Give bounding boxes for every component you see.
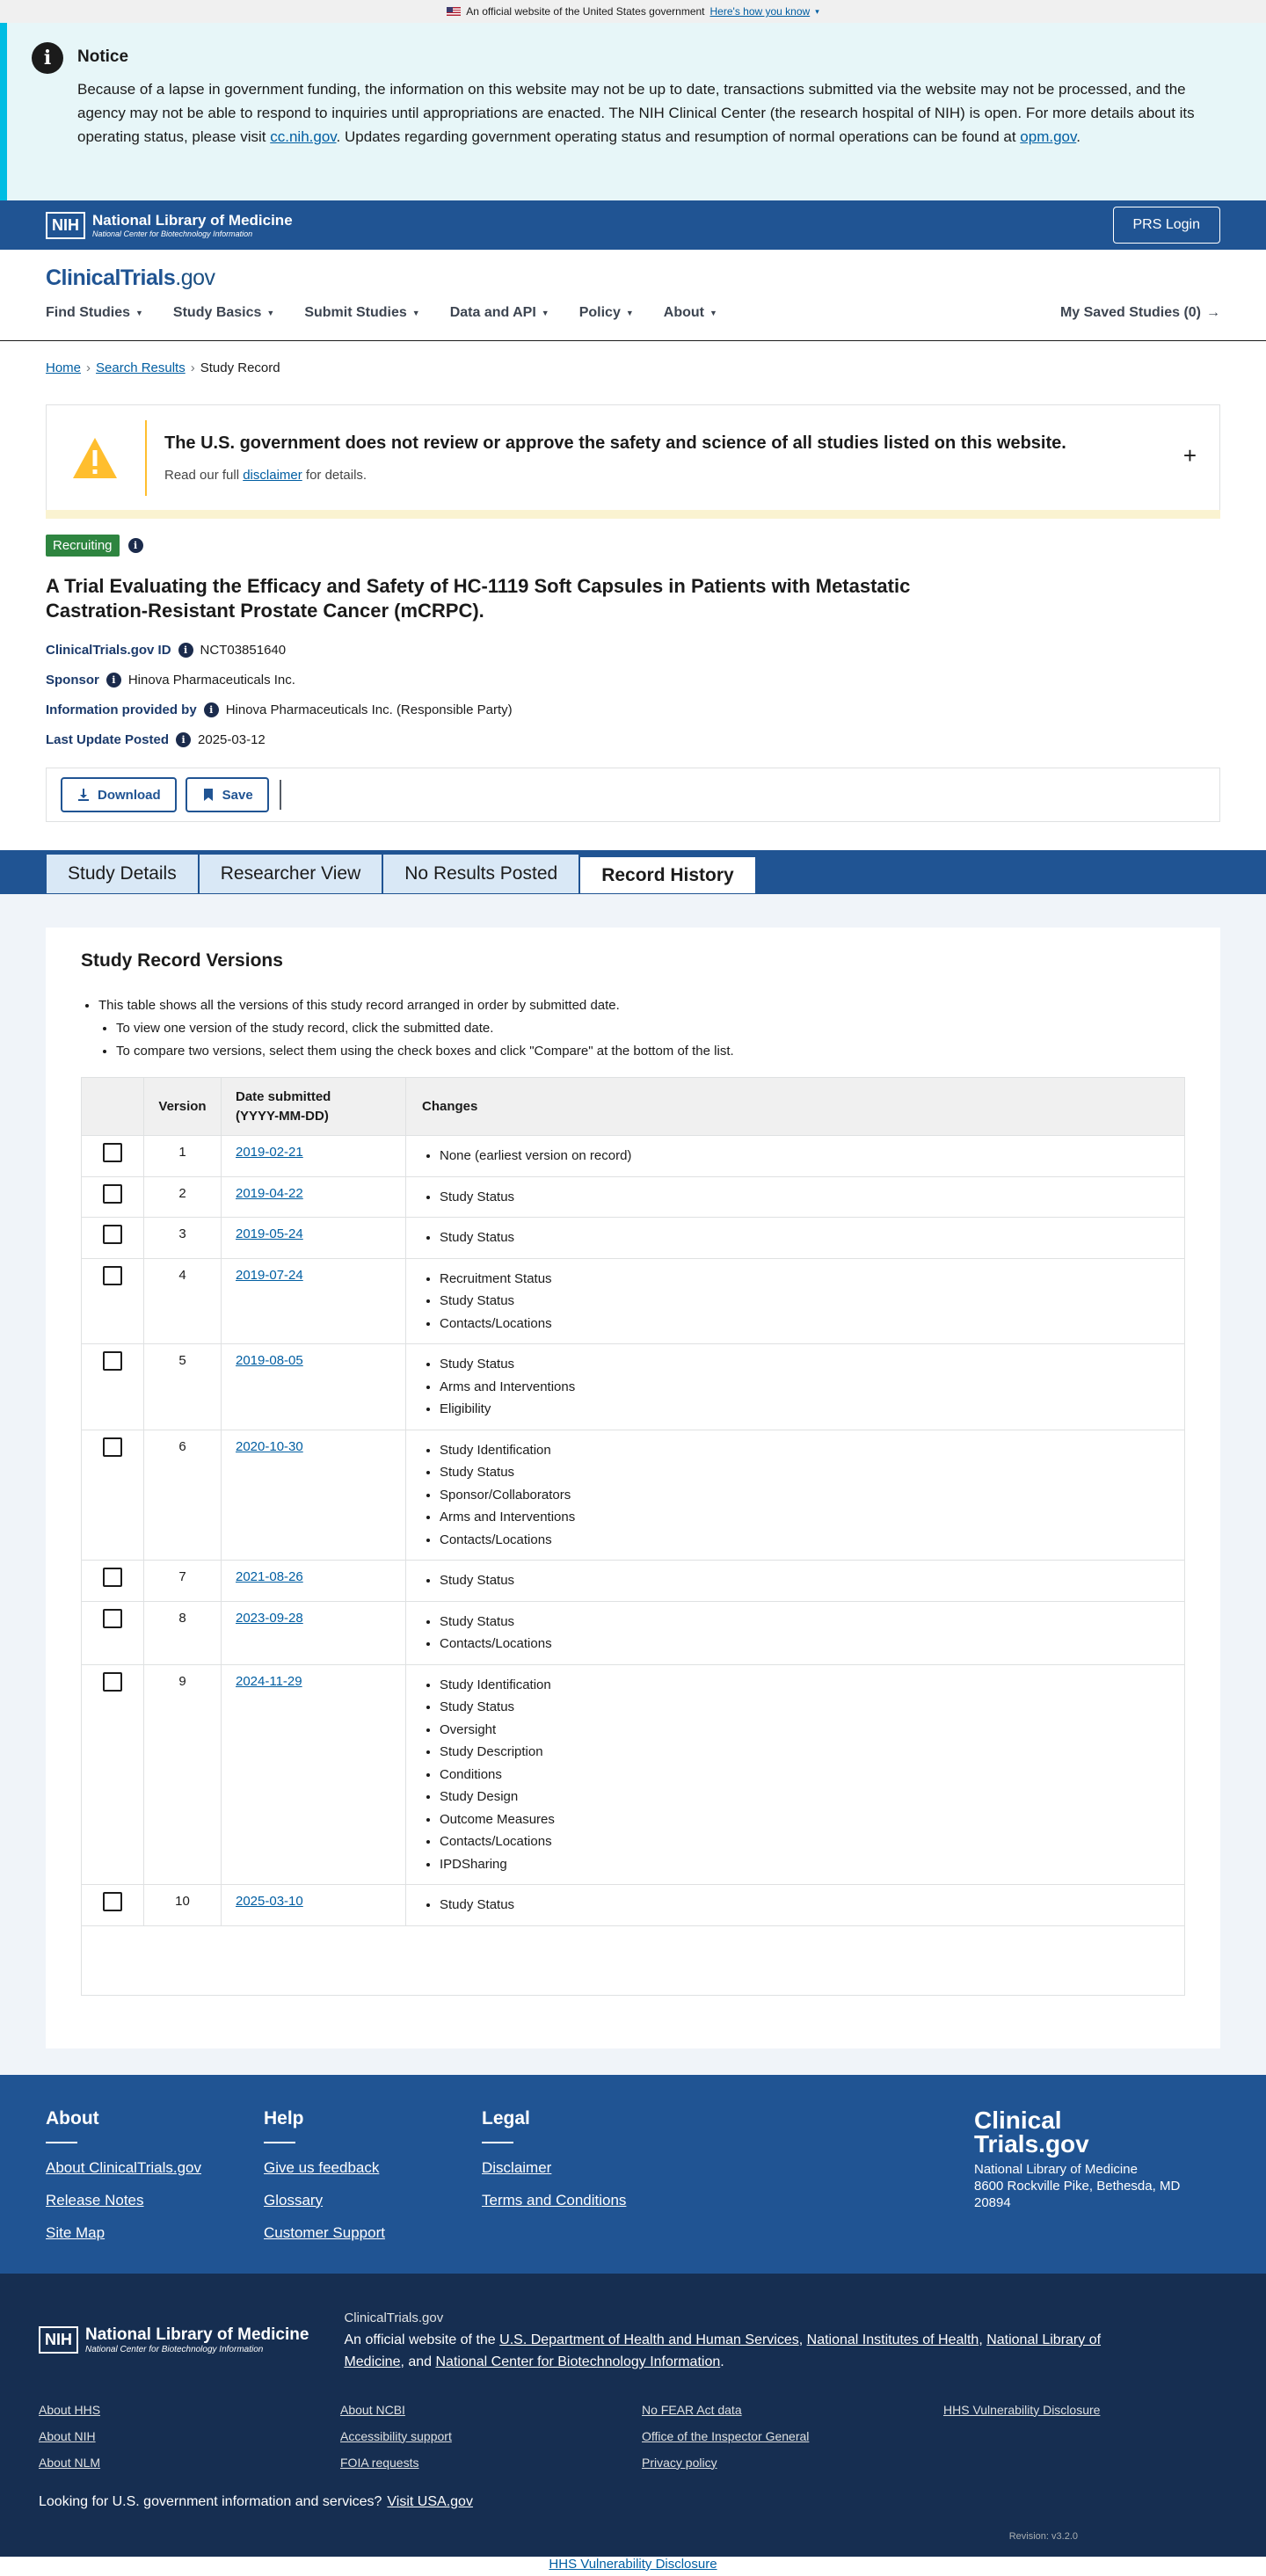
tab-researcher-view[interactable]: Researcher View bbox=[199, 854, 383, 894]
breadcrumb-home[interactable]: Home bbox=[46, 360, 82, 375]
footer-link-site-map[interactable]: Site Map bbox=[46, 2223, 106, 2241]
nlm-logo[interactable] bbox=[46, 212, 293, 239]
table-row bbox=[82, 1136, 1184, 1177]
version-number: 4 bbox=[143, 1259, 221, 1344]
opm-link[interactable]: opm.gov bbox=[1020, 128, 1077, 145]
change-item: • Study Status bbox=[440, 1186, 1184, 1209]
nav-policy[interactable]: Policy ▼ bbox=[578, 305, 634, 320]
changes-list bbox=[422, 1226, 1184, 1249]
tab-study-details[interactable]: Study Details bbox=[46, 854, 199, 894]
version-checkbox[interactable] bbox=[103, 1351, 122, 1371]
version-checkbox[interactable] bbox=[103, 1672, 122, 1692]
provided-by-value: Hinova Pharmaceuticals Inc. (Responsible Party) bbox=[225, 702, 513, 717]
table-row bbox=[82, 1602, 1184, 1665]
save-button[interactable]: Save bbox=[186, 777, 269, 812]
how-you-know-link[interactable]: Here's how you know bbox=[709, 5, 811, 18]
version-checkbox[interactable] bbox=[103, 1892, 122, 1911]
notice-body: Because of a lapse in government funding, the information on this website may not be up to date, transactions submitted via the website may not be processed, and the agency may not be able to respond to inquiries until appropriations are enacted. The NIH Clinical Center (the research hospital of NIH) is open. For more details about its operating status, please visit cc.nih.gov. Updates regarding government operating status and resumption of normal operations can be found at opm.gov. bbox=[77, 81, 1195, 145]
hhs-link[interactable]: U.S. Department of Health and Human Services bbox=[499, 2332, 799, 2347]
disclaimer-link[interactable]: disclaimer bbox=[243, 467, 302, 483]
disclaimer-title: The U.S. government does not review or approve the safety and science of all studies listed on this website. bbox=[164, 433, 1066, 453]
change-item: • Contacts/Locations bbox=[440, 1529, 1184, 1552]
study-header bbox=[0, 519, 1266, 746]
version-checkbox[interactable] bbox=[103, 1437, 122, 1457]
download-button[interactable]: Download bbox=[61, 777, 177, 812]
nct-id-label: ClinicalTrials.gov ID bbox=[46, 642, 171, 658]
versions-instructions: • This table shows all the versions of this study record arranged in order by submitted date. • To view one version of the study record, click the submitted date. • To compare two versions, select them using the check boxes and click "Compare" at the bottom of the list. bbox=[81, 994, 1185, 1063]
changes-list bbox=[422, 1569, 1184, 1592]
info-icon[interactable]: i bbox=[178, 643, 193, 658]
versions-table bbox=[81, 1077, 1185, 1996]
link-about-nih[interactable]: About NIH bbox=[39, 2428, 96, 2443]
link-no-fear[interactable]: No FEAR Act data bbox=[642, 2402, 742, 2417]
change-item: • Study Status bbox=[440, 1353, 1184, 1376]
link-accessibility[interactable]: Accessibility support bbox=[340, 2428, 452, 2443]
nlm-name: National Library of Medicine bbox=[92, 212, 293, 229]
version-date-link[interactable]: 2021-08-26 bbox=[236, 1569, 303, 1584]
table-row bbox=[82, 1885, 1184, 1926]
nct-id-value: NCT03851640 bbox=[200, 642, 287, 658]
col-version: Version bbox=[143, 1078, 221, 1136]
link-about-ncbi[interactable]: About NCBI bbox=[340, 2402, 405, 2417]
tab-record-history[interactable]: Record History bbox=[579, 854, 756, 894]
change-item: • Recruitment Status bbox=[440, 1268, 1184, 1291]
change-item: • Study Status bbox=[440, 1894, 1184, 1917]
nih-logo: NIH bbox=[46, 212, 85, 239]
version-checkbox[interactable] bbox=[103, 1225, 122, 1244]
info-icon[interactable]: i bbox=[128, 538, 143, 553]
last-update-value: 2025-03-12 bbox=[198, 731, 266, 747]
table-row bbox=[82, 1218, 1184, 1259]
status-badge: Recruiting bbox=[46, 535, 120, 557]
change-item: • Study Identification bbox=[440, 1674, 1184, 1697]
us-flag-icon bbox=[447, 7, 461, 16]
change-item: • Study Status bbox=[440, 1569, 1184, 1592]
version-date-link[interactable]: 2025-03-10 bbox=[236, 1894, 303, 1909]
change-item: • Study Design bbox=[440, 1786, 1184, 1808]
action-bar bbox=[46, 768, 1220, 822]
version-number: 8 bbox=[143, 1602, 221, 1664]
change-item: • Oversight bbox=[440, 1719, 1184, 1742]
versions-title: Study Record Versions bbox=[81, 950, 283, 971]
expand-icon[interactable]: + bbox=[1182, 442, 1197, 469]
col-date: Date submitted (YYYY-MM-DD) bbox=[221, 1078, 405, 1136]
chevron-down-icon: ▼ bbox=[411, 309, 420, 317]
provided-by-label: Information provided by bbox=[46, 702, 197, 717]
changes-list bbox=[422, 1268, 1184, 1335]
footer-bottom bbox=[0, 2274, 1266, 2557]
change-item: • Contacts/Locations bbox=[440, 1633, 1184, 1655]
change-item: • Arms and Interventions bbox=[440, 1506, 1184, 1529]
footer-nlm-logo[interactable]: NIH National Library of Medicine National Center for Biotechnology Information bbox=[39, 2307, 309, 2373]
footer-link-about-ctgov[interactable]: About ClinicalTrials.gov bbox=[46, 2158, 201, 2176]
version-date-link[interactable]: 2019-04-22 bbox=[236, 1185, 303, 1201]
footer-link-glossary[interactable]: Glossary bbox=[264, 2191, 324, 2209]
chevron-down-icon: ▼ bbox=[135, 309, 143, 317]
changes-list bbox=[422, 1353, 1184, 1421]
footer-link-disclaimer[interactable]: Disclaimer bbox=[482, 2158, 552, 2176]
nih-link[interactable]: National Institutes of Health bbox=[806, 2332, 979, 2347]
footer-gov-links bbox=[39, 2403, 1227, 2470]
chevron-down-icon: ▼ bbox=[625, 309, 634, 317]
arrow-right-icon: → bbox=[1206, 305, 1220, 320]
version-checkbox[interactable] bbox=[103, 1266, 122, 1285]
cc-nih-link[interactable]: cc.nih.gov bbox=[270, 128, 337, 145]
version-number: 1 bbox=[143, 1136, 221, 1176]
table-row bbox=[82, 1344, 1184, 1430]
footer-brand bbox=[974, 2108, 1220, 2274]
changes-list bbox=[422, 1439, 1184, 1552]
usa-gov-link[interactable]: Visit USA.gov bbox=[387, 2493, 473, 2509]
nlm-link[interactable]: National Library of Medicine bbox=[344, 2332, 1102, 2369]
breadcrumb: Home › Search Results › Study Record bbox=[46, 360, 280, 375]
nav-data-api[interactable]: Data and API ▼ bbox=[449, 305, 549, 320]
tab-no-results-posted[interactable]: No Results Posted bbox=[382, 854, 579, 894]
ncbi-name: National Center for Biotechnology Information bbox=[92, 229, 253, 238]
change-item: • Eligibility bbox=[440, 1398, 1184, 1421]
revision-text: Revision: v3.2.0 bbox=[1008, 2530, 1078, 2542]
footer-help-heading: Help bbox=[264, 2107, 304, 2128]
bottom-hhs-vuln-link[interactable]: HHS Vulnerability Disclosure bbox=[549, 2556, 717, 2572]
version-date-link[interactable]: 2023-09-28 bbox=[236, 1610, 303, 1626]
version-date-link[interactable]: 2019-02-21 bbox=[236, 1145, 303, 1160]
footer-link-release-notes[interactable]: Release Notes bbox=[46, 2191, 144, 2209]
change-item: • Arms and Interventions bbox=[440, 1376, 1184, 1399]
main-nav bbox=[46, 305, 1220, 321]
version-number: 7 bbox=[143, 1561, 221, 1601]
ncbi-link[interactable]: National Center for Biotechnology Information bbox=[435, 2354, 721, 2369]
change-item: • IPDSharing bbox=[440, 1853, 1184, 1876]
footer-top bbox=[0, 2075, 1266, 2274]
info-icon[interactable]: i bbox=[204, 702, 219, 717]
table-row bbox=[82, 1665, 1184, 1886]
info-icon[interactable]: i bbox=[176, 732, 191, 747]
link-privacy[interactable]: Privacy policy bbox=[642, 2455, 717, 2470]
link-oig[interactable]: Office of the Inspector General bbox=[642, 2428, 810, 2443]
footer-about-heading: About bbox=[46, 2107, 99, 2128]
gov-banner bbox=[0, 0, 1266, 23]
footer-link-support[interactable]: Customer Support bbox=[264, 2223, 385, 2241]
study-title: A Trial Evaluating the Efficacy and Safety of HC-1119 Soft Capsules in Patients with Metastatic Castration-Resistant Prostate Cancer (mCRPC). bbox=[46, 575, 911, 622]
nav-about[interactable]: About ▼ bbox=[663, 305, 717, 320]
change-item: • Outcome Measures bbox=[440, 1808, 1184, 1831]
table-row bbox=[82, 1561, 1184, 1602]
change-item: • Conditions bbox=[440, 1764, 1184, 1786]
nav-find-studies[interactable]: Find Studies ▼ bbox=[46, 305, 143, 320]
sponsor-value: Hinova Pharmaceuticals Inc. bbox=[127, 672, 295, 688]
breadcrumb-current: Study Record bbox=[200, 360, 280, 375]
shutdown-notice bbox=[0, 23, 1266, 200]
sponsor-label: Sponsor bbox=[46, 672, 99, 688]
footer-legal-heading: Legal bbox=[482, 2107, 530, 2128]
version-date-link[interactable]: 2019-07-24 bbox=[236, 1267, 303, 1283]
version-checkbox[interactable] bbox=[103, 1143, 122, 1162]
ctgov-logo[interactable]: ClinicalTrials.gov bbox=[46, 266, 215, 290]
usa-gov-line: Looking for U.S. government information and services? Visit USA.gov bbox=[39, 2493, 473, 2509]
changes-list bbox=[422, 1674, 1184, 1876]
version-number: 3 bbox=[143, 1218, 221, 1258]
change-item: • None (earliest version on record) bbox=[440, 1145, 1184, 1168]
footer-official-text: ClinicalTrials.gov An official website of the U.S. Department of Health and Human Services, National Institutes of Health, National Library of Medicine, and National Center for Biotechnology Information. bbox=[344, 2310, 1102, 2369]
col-changes: Changes bbox=[405, 1078, 1184, 1136]
bookmark-icon bbox=[201, 788, 215, 802]
version-checkbox[interactable] bbox=[103, 1568, 122, 1587]
nav-submit-studies[interactable]: Submit Studies ▼ bbox=[304, 305, 420, 320]
last-update-label: Last Update Posted bbox=[46, 731, 170, 747]
version-number: 6 bbox=[143, 1430, 221, 1561]
version-date-link[interactable]: 2019-05-24 bbox=[236, 1226, 303, 1241]
chevron-down-icon: ▼ bbox=[541, 309, 549, 317]
info-icon: i bbox=[32, 42, 63, 74]
change-item: • Study Description bbox=[440, 1741, 1184, 1764]
nlm-header bbox=[0, 200, 1266, 250]
version-date-link[interactable]: 2020-10-30 bbox=[236, 1438, 303, 1454]
chevron-down-icon: ▾ bbox=[815, 6, 819, 16]
link-about-nlm[interactable]: About NLM bbox=[39, 2455, 101, 2470]
link-about-hhs[interactable]: About HHS bbox=[39, 2402, 101, 2417]
content-area bbox=[0, 894, 1266, 2075]
footer-link-terms[interactable]: Terms and Conditions bbox=[482, 2191, 627, 2209]
table-row bbox=[82, 1259, 1184, 1345]
changes-list bbox=[422, 1145, 1184, 1168]
version-checkbox[interactable] bbox=[103, 1609, 122, 1628]
chevron-down-icon: ▼ bbox=[266, 309, 275, 317]
warning-icon bbox=[71, 436, 119, 480]
version-number: 9 bbox=[143, 1665, 221, 1885]
nav-study-basics[interactable]: Study Basics ▼ bbox=[172, 305, 275, 320]
change-item: • Contacts/Locations bbox=[440, 1830, 1184, 1853]
changes-list bbox=[422, 1894, 1184, 1917]
change-item: • Contacts/Locations bbox=[440, 1313, 1184, 1335]
disclaimer-box bbox=[46, 404, 1220, 519]
version-number: 10 bbox=[143, 1885, 221, 1925]
change-item: • Study Identification bbox=[440, 1439, 1184, 1462]
version-number: 5 bbox=[143, 1344, 221, 1430]
change-item: • Sponsor/Collaborators bbox=[440, 1484, 1184, 1507]
table-header bbox=[82, 1078, 1184, 1136]
download-icon bbox=[76, 788, 91, 802]
version-checkbox[interactable] bbox=[103, 1184, 122, 1204]
change-item: • Study Status bbox=[440, 1461, 1184, 1484]
saved-studies-link[interactable]: My Saved Studies (0) → bbox=[1059, 305, 1220, 320]
link-foia[interactable]: FOIA requests bbox=[340, 2455, 419, 2470]
change-item: • Study Status bbox=[440, 1290, 1184, 1313]
gov-banner-text: An official website of the United States government bbox=[466, 5, 705, 18]
version-date-link[interactable]: 2019-08-05 bbox=[236, 1353, 303, 1368]
site-header bbox=[0, 250, 1266, 341]
version-number: 2 bbox=[143, 1177, 221, 1218]
chevron-down-icon: ▼ bbox=[709, 309, 717, 317]
changes-list bbox=[422, 1186, 1184, 1209]
changes-list bbox=[422, 1611, 1184, 1655]
change-item: • Study Status bbox=[440, 1226, 1184, 1249]
disclaimer-text: Read our full disclaimer for details. bbox=[164, 467, 367, 483]
version-date-link[interactable]: 2024-11-29 bbox=[236, 1673, 302, 1689]
change-item: • Study Status bbox=[440, 1696, 1184, 1719]
change-item: • Study Status bbox=[440, 1611, 1184, 1634]
footer-address: National Library of Medicine 8600 Rockville Pike, Bethesda, MD 20894 bbox=[974, 2161, 1181, 2210]
footer-link-feedback[interactable]: Give us feedback bbox=[264, 2158, 380, 2176]
footer-ctgov-logo[interactable]: Clinical Trials.gov bbox=[974, 2106, 1089, 2158]
table-row bbox=[82, 1430, 1184, 1561]
notice-title: Notice bbox=[77, 47, 129, 66]
prs-login-button[interactable]: PRS Login bbox=[1113, 207, 1221, 244]
breadcrumb-search-results[interactable]: Search Results bbox=[96, 360, 186, 375]
tabs bbox=[0, 850, 1266, 894]
table-row bbox=[82, 1177, 1184, 1219]
link-hhs-vuln[interactable]: HHS Vulnerability Disclosure bbox=[943, 2402, 1101, 2417]
versions-card bbox=[46, 928, 1220, 2048]
info-icon[interactable]: i bbox=[106, 673, 121, 688]
